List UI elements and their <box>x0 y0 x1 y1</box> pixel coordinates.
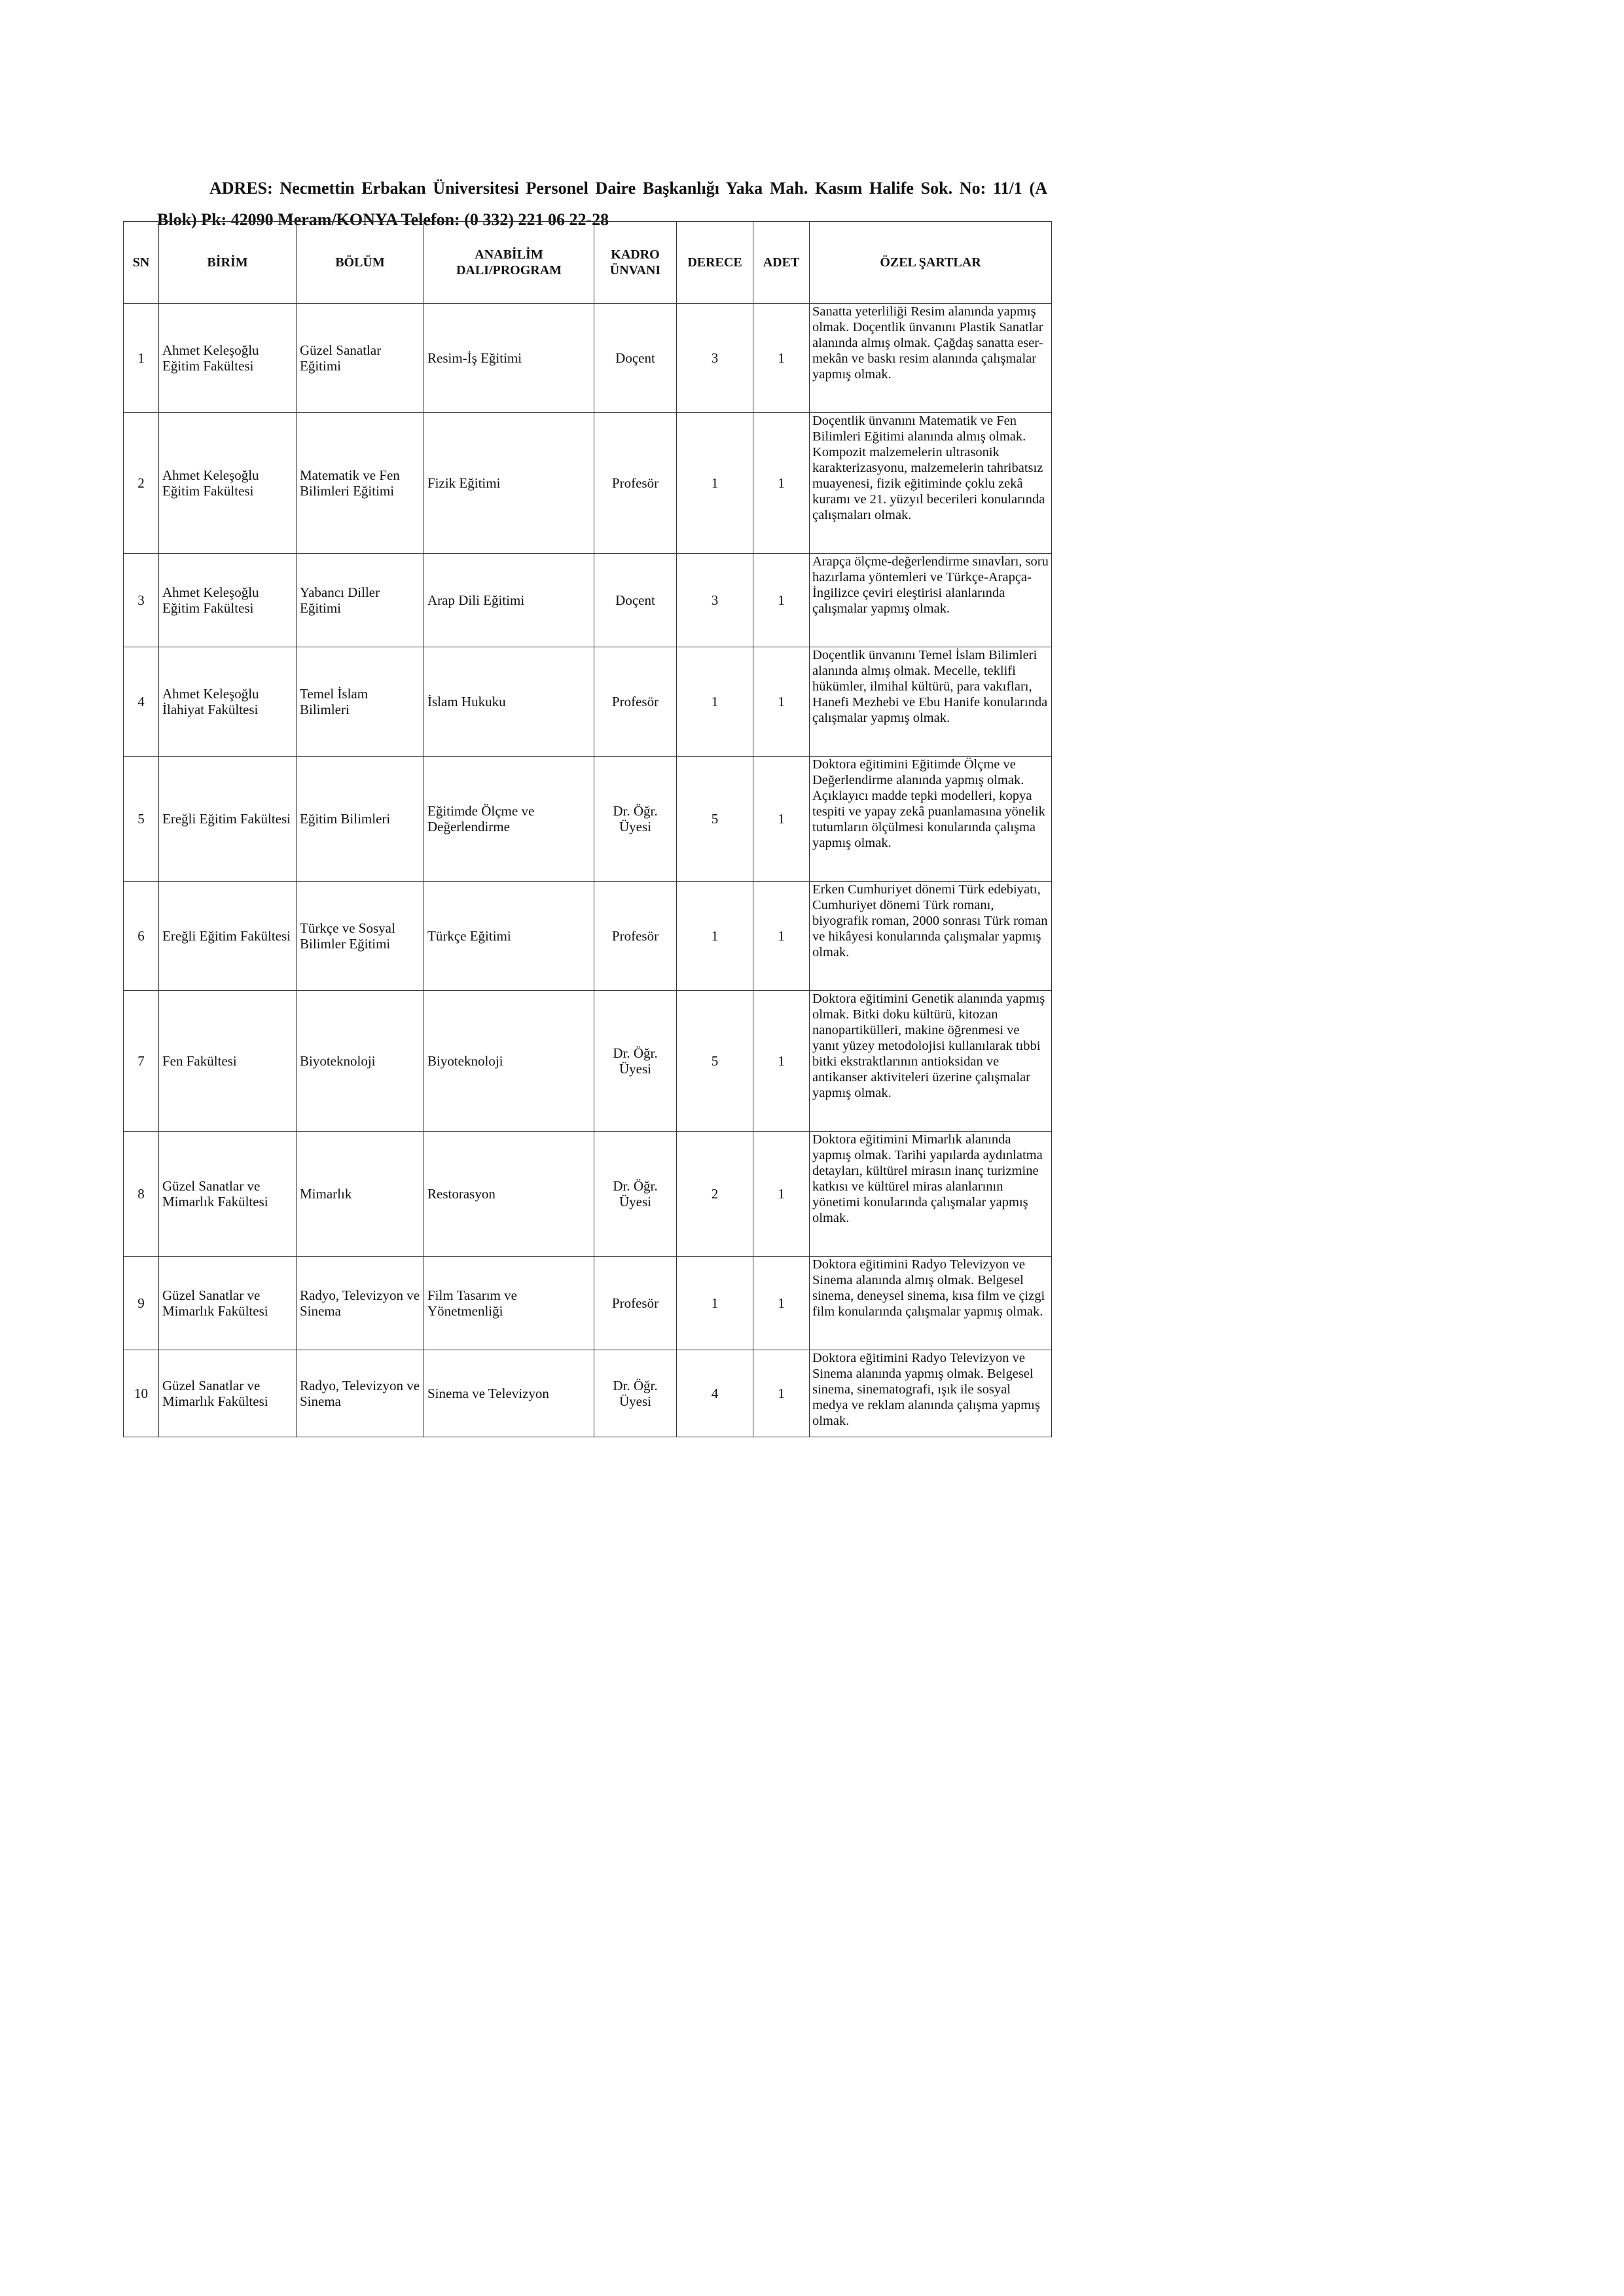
cell-anabilim: Resim-İş Eğitimi <box>424 304 594 413</box>
cell-ozel-sartlar: Doktora eğitimini Radyo Televizyon ve Sinema alanında almış olmak. Belgesel sinema, deneysel sinema, kısa film ve çizgi film konularında çalışmalar yapmış olmak. <box>810 1257 1052 1350</box>
cell-adet: 1 <box>753 554 810 647</box>
table-row <box>124 413 1052 554</box>
cell-kadro: Profesör <box>594 1257 677 1350</box>
cell-adet: 1 <box>753 304 810 413</box>
cell-anabilim: Film Tasarım ve Yönetmenliği <box>424 1257 594 1350</box>
cell-sn: 7 <box>124 991 159 1132</box>
cell-derece: 1 <box>677 647 753 757</box>
table-row <box>124 304 1052 413</box>
col-header-ozel: ÖZEL ŞARTLAR <box>810 222 1052 304</box>
cell-derece: 3 <box>677 554 753 647</box>
cell-kadro: Profesör <box>594 413 677 554</box>
address-header: ADRES: Necmettin Erbakan Üniversitesi Personel Daire Başkanlığı Yaka Mah. Kasım Halife Sok. No: 11/1 (A Blok) Pk: 42090 Meram/KONYA Telefon: (0 332) 221 06 22-28 <box>157 179 1047 229</box>
cell-anabilim: Eğitimde Ölçme ve Değerlendirme <box>424 757 594 882</box>
cell-bolum: Radyo, Televizyon ve Sinema <box>297 1350 424 1437</box>
cell-birim: Ahmet Keleşoğlu Eğitim Fakültesi <box>159 304 297 413</box>
cell-anabilim: Fizik Eğitimi <box>424 413 594 554</box>
cell-anabilim: İslam Hukuku <box>424 647 594 757</box>
cell-ozel-sartlar: Doçentlik ünvanını Temel İslam Bilimleri alanında almış olmak. Mecelle, teklifi hükümler, ilmihal kültürü, para vakıfları, Hanefi Mezhebi ve Ebu Hanife konularında çalışmalar yapmış olmak. <box>810 647 1052 757</box>
cell-derece: 1 <box>677 413 753 554</box>
cell-ozel-sartlar: Doktora eğitimini Radyo Televizyon ve Sinema alanında yapmış olmak. Belgesel sinema, sinematografi, ışık ile sosyal medya ve reklam alanında çalışma yapmış olmak. <box>810 1350 1052 1437</box>
table-row <box>124 1350 1052 1437</box>
cell-adet: 1 <box>753 1350 810 1437</box>
cell-derece: 2 <box>677 1132 753 1257</box>
cell-adet: 1 <box>753 1257 810 1350</box>
cell-adet: 1 <box>753 757 810 882</box>
cell-sn: 9 <box>124 1257 159 1350</box>
cell-sn: 2 <box>124 413 159 554</box>
cell-adet: 1 <box>753 991 810 1132</box>
cell-derece: 1 <box>677 882 753 991</box>
cell-kadro: Dr. Öğr. Üyesi <box>594 1132 677 1257</box>
cell-adet: 1 <box>753 882 810 991</box>
col-header-kadro: KADRO ÜNVANI <box>594 222 677 304</box>
cell-adet: 1 <box>753 413 810 554</box>
cell-sn: 10 <box>124 1350 159 1437</box>
table-row <box>124 1132 1052 1257</box>
cell-bolum: Eğitim Bilimleri <box>297 757 424 882</box>
cell-bolum: Güzel Sanatlar Eğitimi <box>297 304 424 413</box>
col-header-adet: ADET <box>753 222 810 304</box>
cell-ozel-sartlar: Arapça ölçme-değerlendirme sınavları, soru hazırlama yöntemleri ve Türkçe-Arapça-İngilizce çeviri eleştirisi alanlarında çalışmalar yapmış olmak. <box>810 554 1052 647</box>
col-header-derece: DERECE <box>677 222 753 304</box>
cell-kadro: Dr. Öğr. Üyesi <box>594 757 677 882</box>
col-header-birim: BİRİM <box>159 222 297 304</box>
cell-derece: 5 <box>677 757 753 882</box>
cell-adet: 1 <box>753 647 810 757</box>
cell-kadro: Dr. Öğr. Üyesi <box>594 991 677 1132</box>
cell-sn: 5 <box>124 757 159 882</box>
cell-anabilim: Restorasyon <box>424 1132 594 1257</box>
cell-kadro: Profesör <box>594 882 677 991</box>
cell-kadro: Doçent <box>594 304 677 413</box>
cell-derece: 1 <box>677 1257 753 1350</box>
cell-anabilim: Biyoteknoloji <box>424 991 594 1132</box>
cell-kadro: Doçent <box>594 554 677 647</box>
cell-derece: 4 <box>677 1350 753 1437</box>
cell-anabilim: Türkçe Eğitimi <box>424 882 594 991</box>
cell-birim: Güzel Sanatlar ve Mimarlık Fakültesi <box>159 1132 297 1257</box>
cell-birim: Ahmet Keleşoğlu İlahiyat Fakültesi <box>159 647 297 757</box>
cell-sn: 8 <box>124 1132 159 1257</box>
cell-ozel-sartlar: Sanatta yeterliliği Resim alanında yapmış olmak. Doçentlik ünvanını Plastik Sanatlar alanında almış olmak. Çağdaş sanatta eser-mekân ve baskı resim alanında çalışmalar yapmış olmak. <box>810 304 1052 413</box>
cell-birim: Ahmet Keleşoğlu Eğitim Fakültesi <box>159 554 297 647</box>
cell-ozel-sartlar: Doktora eğitimini Eğitimde Ölçme ve Değerlendirme alanında yapmış olmak. Açıklayıcı madde tepki modelleri, kopya tespiti ve yapay zekâ puanlamasına yönelik tutumların ölçülmesi konularında çalışma yapmış olmak. <box>810 757 1052 882</box>
cell-derece: 3 <box>677 304 753 413</box>
cell-ozel-sartlar: Erken Cumhuriyet dönemi Türk edebiyatı, Cumhuriyet dönemi Türk romanı, biyografik roman, 2000 sonrası Türk roman ve hikâyesi konularında çalışmalar yapmış olmak. <box>810 882 1052 991</box>
cell-bolum: Temel İslam Bilimleri <box>297 647 424 757</box>
cell-birim: Ahmet Keleşoğlu Eğitim Fakültesi <box>159 413 297 554</box>
cell-birim: Güzel Sanatlar ve Mimarlık Fakültesi <box>159 1350 297 1437</box>
cell-sn: 6 <box>124 882 159 991</box>
table-row <box>124 757 1052 882</box>
table-row <box>124 882 1052 991</box>
cell-bolum: Yabancı Diller Eğitimi <box>297 554 424 647</box>
cell-birim: Ereğli Eğitim Fakültesi <box>159 757 297 882</box>
cell-adet: 1 <box>753 1132 810 1257</box>
cell-ozel-sartlar: Doktora eğitimini Mimarlık alanında yapmış olmak. Tarihi yapılarda aydınlatma detayları, kültürel mirasın inanç turizmine katkısı ve kültürel miras alanlarının yönetimi konularında çalışmalar yapmış olmak. <box>810 1132 1052 1257</box>
cell-anabilim: Sinema ve Televizyon <box>424 1350 594 1437</box>
table-row <box>124 991 1052 1132</box>
positions-table <box>123 221 1052 1437</box>
cell-anabilim: Arap Dili Eğitimi <box>424 554 594 647</box>
cell-ozel-sartlar: Doçentlik ünvanını Matematik ve Fen Bilimleri Eğitimi alanında almış olmak. Kompozit malzemelerin ultrasonik karakterizasyonu, malzemelerin tahribatsız muayenesi, fizik eğitiminde çoklu zekâ kuramı ve 21. yüzyıl becerileri konularında çalışmaları olmak. <box>810 413 1052 554</box>
cell-bolum: Mimarlık <box>297 1132 424 1257</box>
cell-kadro: Dr. Öğr. Üyesi <box>594 1350 677 1437</box>
cell-bolum: Matematik ve Fen Bilimleri Eğitimi <box>297 413 424 554</box>
cell-sn: 4 <box>124 647 159 757</box>
cell-birim: Güzel Sanatlar ve Mimarlık Fakültesi <box>159 1257 297 1350</box>
cell-sn: 3 <box>124 554 159 647</box>
cell-birim: Fen Fakültesi <box>159 991 297 1132</box>
cell-kadro: Profesör <box>594 647 677 757</box>
table-header-row <box>124 222 1052 304</box>
cell-bolum: Radyo, Televizyon ve Sinema <box>297 1257 424 1350</box>
cell-birim: Ereğli Eğitim Fakültesi <box>159 882 297 991</box>
cell-bolum: Biyoteknoloji <box>297 991 424 1132</box>
cell-ozel-sartlar: Doktora eğitimini Genetik alanında yapmış olmak. Bitki doku kültürü, kitozan nanopartikülleri, makine öğrenmesi ve yanıt yüzey metodolojisi kullanılarak tıbbi bitki ekstraktlarının antioksidan ve antikanser aktiviteleri üzerine çalışmalar yapmış olmak. <box>810 991 1052 1132</box>
table-row <box>124 1257 1052 1350</box>
cell-bolum: Türkçe ve Sosyal Bilimler Eğitimi <box>297 882 424 991</box>
col-header-bolum: BÖLÜM <box>297 222 424 304</box>
cell-derece: 5 <box>677 991 753 1132</box>
col-header-anabilim: ANABİLİM DALI/PROGRAM <box>424 222 594 304</box>
col-header-sn: SN <box>124 222 159 304</box>
cell-sn: 1 <box>124 304 159 413</box>
table-row <box>124 554 1052 647</box>
table-row <box>124 647 1052 757</box>
